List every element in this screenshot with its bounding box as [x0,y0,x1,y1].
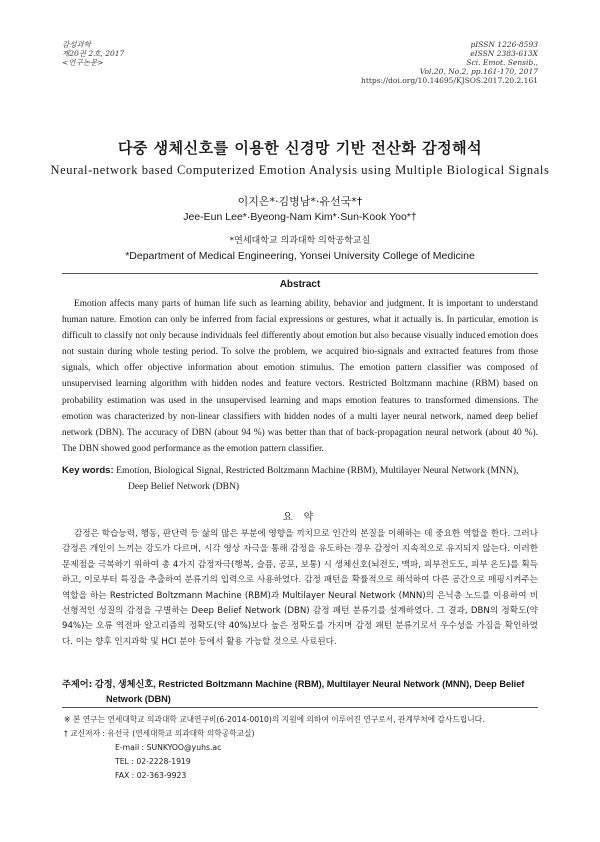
keywords-label: Key words: [62,465,114,476]
korean-abstract-heading: 요 약 [282,512,318,523]
keywords-text: Emotion, Biological Signal, Restricted Boltzmann Machine (RBM), Multilayer Neural Network (MNN), Deep Belief Network (DBN) [116,465,519,492]
abstract-top-rule [62,273,538,274]
authors-english: Jee-Eun Lee*·Byeong-Nam Kim*·Sun-Kook Yoo*† [183,211,417,223]
affiliation-english: *Department of Medical Engineering, Yonsei University College of Medicine [125,250,475,262]
title-english: Neural-network based Computerized Emotion Analysis using Multiple Biological Signals [50,163,550,177]
article-type: <연구논문> [62,58,104,67]
journal-volume: 제20권 2호, 2017 [62,49,125,58]
korean-abstract-body: 감정은 학습능력, 행동, 판단력 등 삶의 많은 부분에 영향을 끼치므로 인간의 본질을 이해하는 데 중요한 역할을 한다. 그러나 감정은 개인이 느끼는 강도가 다르며, 시각 영상 자극을 통해 감정을 유도하는 경우 감정이 지속적으로 유지되지 않는다. 이러한 문제점을 극복하기 위하여 총 4가지 감정자극(행복, 슬픔, 공포, 보통) 시 생체신호(뇌전도, 맥파, 피부전도도, 피부 온도)를 획득하고, 이로부터 특징을 추출하여 분류기의 입력으로 사용하였다. 감정 패턴을 확률적으로 해석하여 다른 공간으로 매핑시켜주는 역할을 하는 Restricted Boltzmann Machine (RBM)과 Multilayer Neural Network (MNN)의 은닉층 노드를 이용하여 비선형적인 성질의 감정을 구별하는 Deep Belief Network (DBN) 감정 패턴 분류기를 설계하였다. 그 결과, DBN의 정확도(약 94%)는 오류 역전파 알고리즘의 정확도(약 40%)보다 높은 정확도를 가지며 감정 패턴 분류기로서 우수성을 가짐을 확인하였다. 이는 향후 인지과학 및 HCI 분야 등에서 활용 가능할 것으로 사료된다. [62,529,538,647]
journal-header-right [361,40,538,85]
doi-link[interactable]: https://doi.org/10.14695/KJSOS.2017.20.2.161 [361,76,538,85]
abstract-heading: Abstract [279,279,321,290]
contact-block [115,741,221,782]
korean-keywords-label: 주제어: [62,679,93,690]
keywords [62,463,538,495]
affiliation-korean: *연세대학교 의과대학 의학공학교실 [229,236,371,246]
journal-abbrev: Sci. Emot. Sensib., [466,58,538,67]
journal-name: 감성과학 [62,40,91,49]
abstract-body: Emotion affects many parts of human life such as learning ability, behavior and judgment. It is important to understand human nature. Emotion can only be inferred from facial expressions or gestures, what it actually is. In particular, emotion is difficult to classify not only because individuals feel differently about emotion but also because visually induced emotion does not sustain during whole testing period. To solve the problem, we acquired bio-signals and extracted features from those signals, which offer objective information about emotion stimulus. The emotion pattern classifier was composed of unsupervised learning algorithm with hidden nodes and feature vectors. Restricted Boltzmann machine (RBM) based on probability estimation was used in the unsupervised learning and maps emotion features to transformed dimensions. The emotion was characterized by non-linear classifiers with hidden nodes of a multi layer neural network, named deep belief network (DBN). The accuracy of DBN (about 94 %) was better than that of back-propagation neural network (about 40 %). The DBN showed good performance as the emotion pattern classifier. [62,299,538,454]
contact-tel: TEL : 02-2228-1919 [115,756,191,766]
contact-email[interactable]: E-mail : SUNKYOO@yuhs.ac [115,743,222,752]
pissn: pISSN 1226-8593 [470,40,538,49]
eissn: eISSN 2383-613X [470,49,538,58]
contact-fax: FAX : 02-363-9923 [115,770,187,780]
volume-pages: Vol.20, No.2, pp.161-170, 2017 [419,67,538,76]
corresponding-author-footnote: † 교신저자 : 유선국 (연세대학교 의과대학 의학공학교실) [64,729,255,738]
korean-keywords-text: 감정, 생체신호, Restricted Boltzmann Machine (RBM), Multilayer Neural Network (MNN), Deep Belief Network (DBN) [94,679,525,704]
funding-footnote: ※ 본 연구는 연세대학교 의과대학 교내연구비(6-2014-0010)의 지원에 의하여 이루어진 연구로서, 관계부처에 감사드립니다. [64,715,485,724]
footnote-rule [62,707,538,708]
journal-header-left [62,40,124,67]
authors-korean: 이지은*·김병남*·유선국*† [237,195,363,208]
korean-keywords [62,677,538,707]
title-korean: 다중 생체신호를 이용한 신경망 기반 전산화 감정해석 [117,139,483,157]
